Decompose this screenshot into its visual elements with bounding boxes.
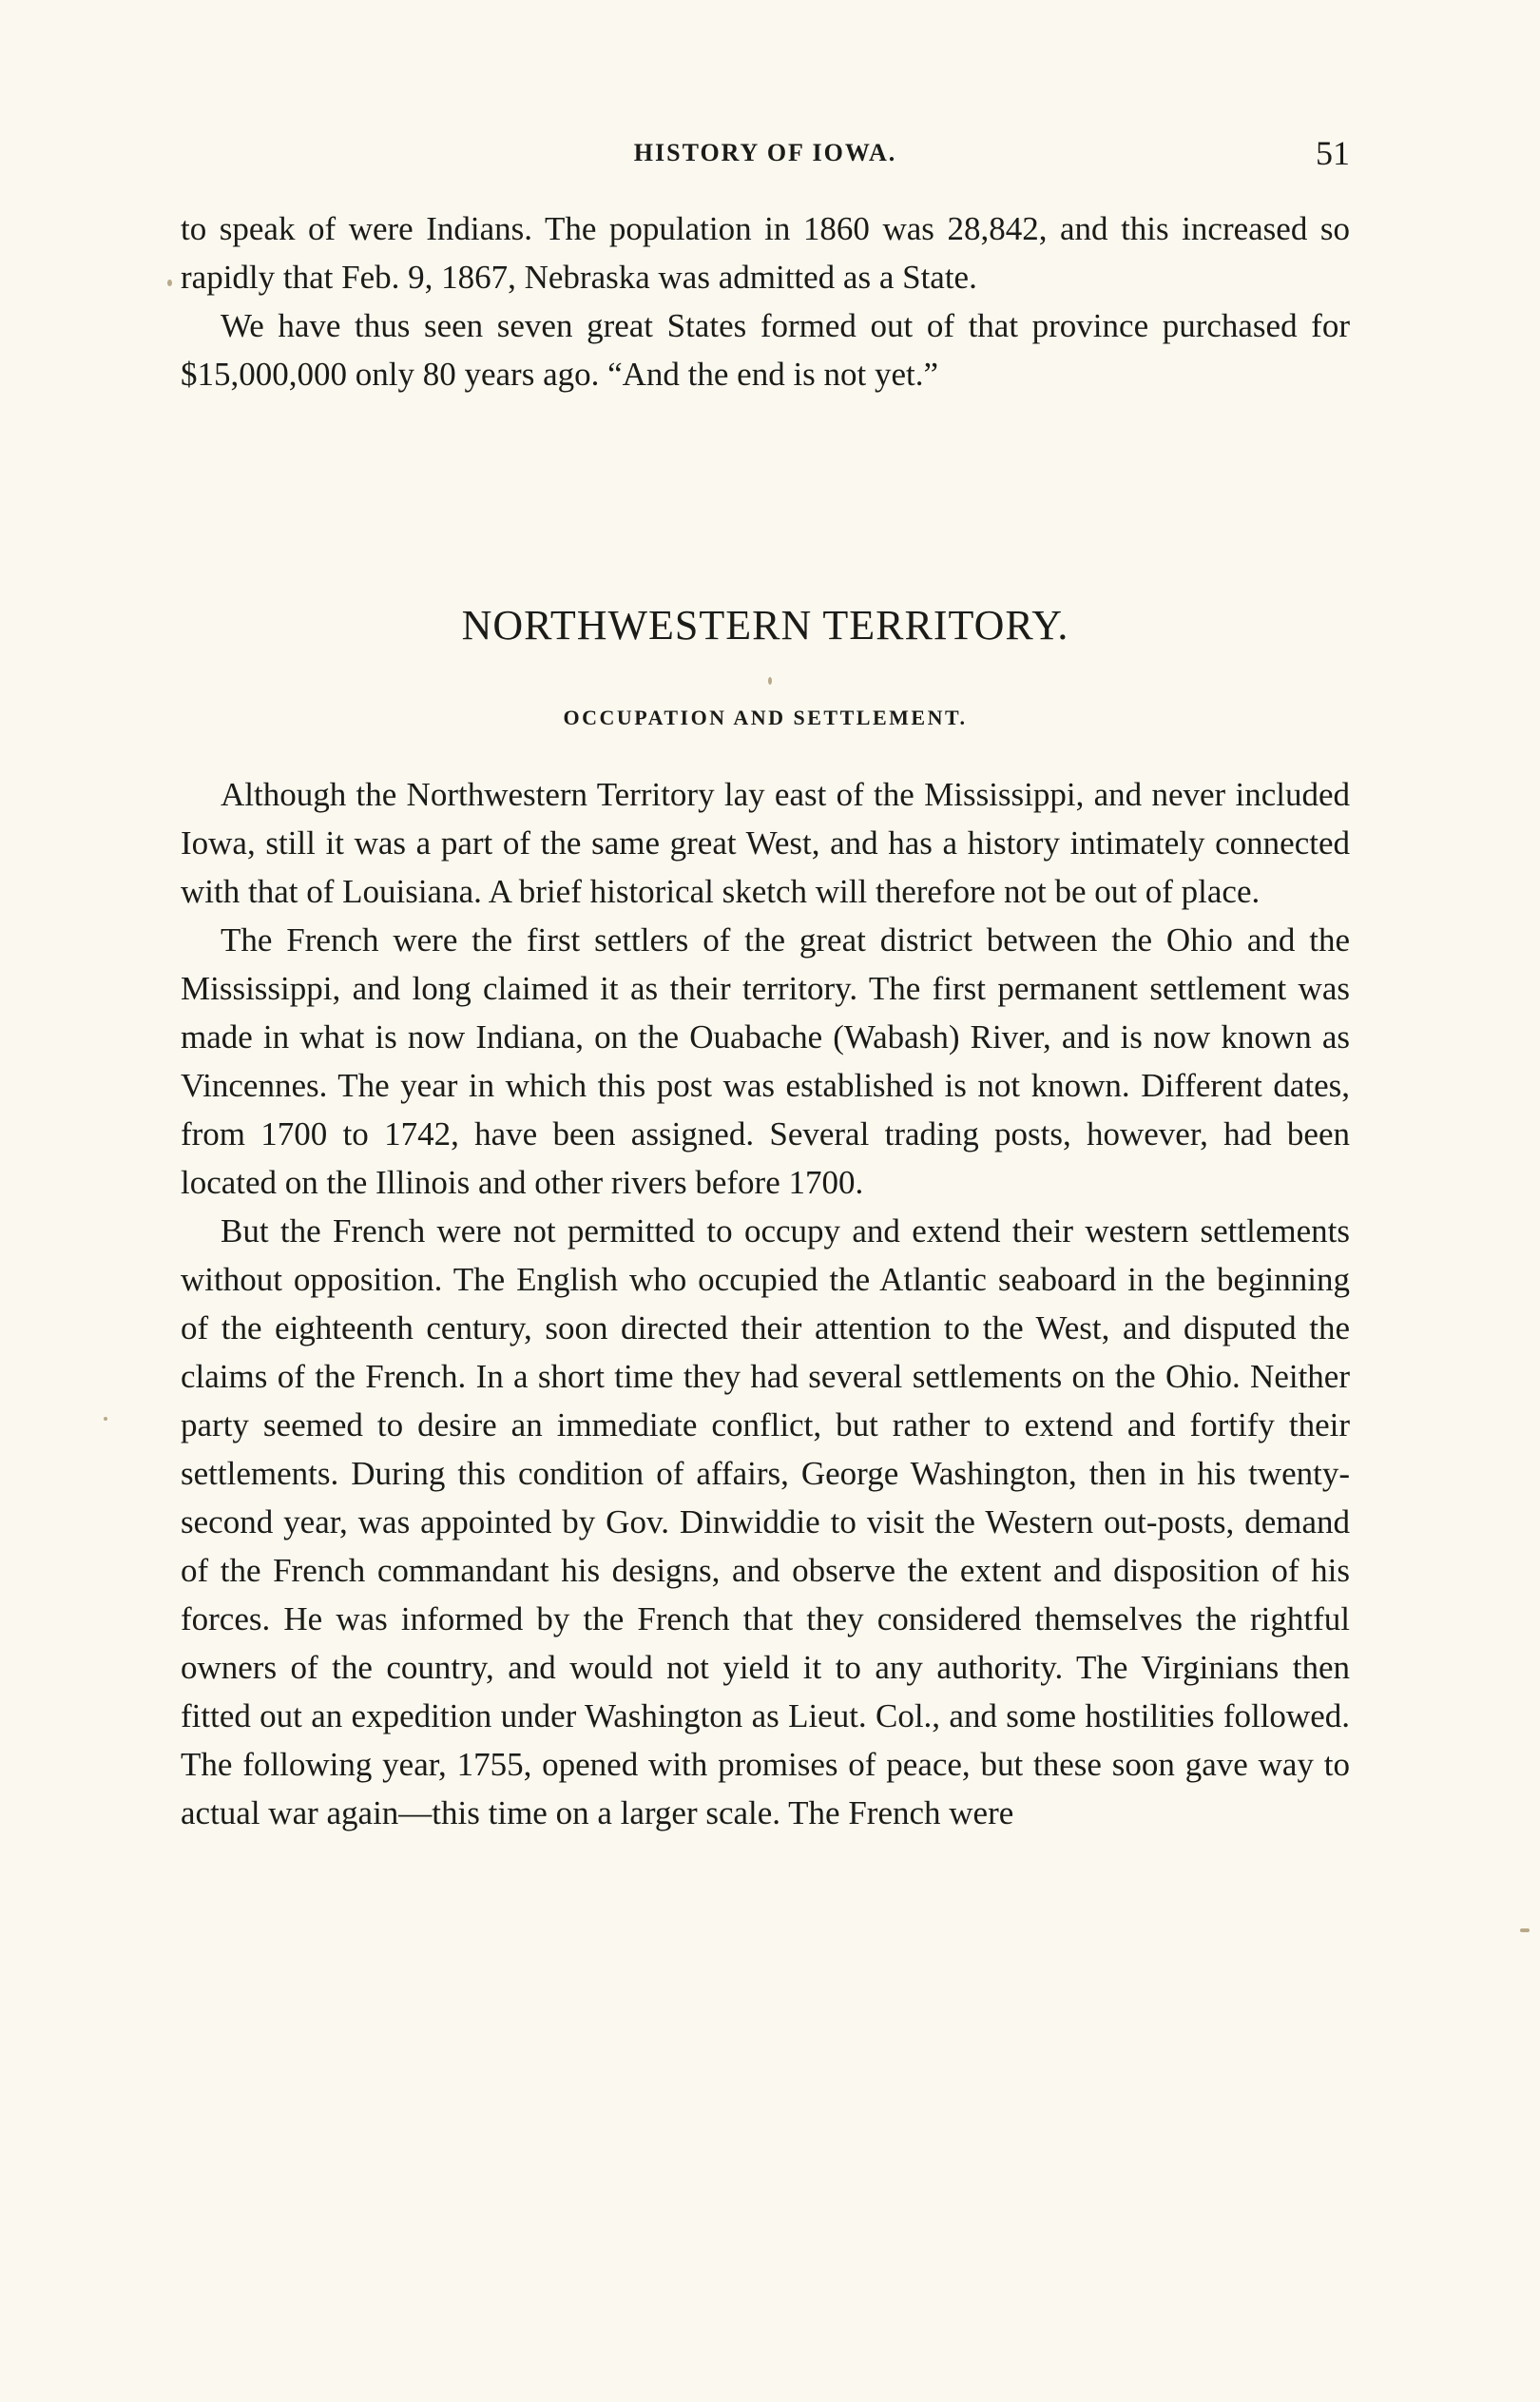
running-title: HISTORY OF IOWA.	[633, 139, 897, 166]
paragraph: But the French were not permitted to occupy and extend their western settlements without opposition. The English who occupied the Atlantic seaboard in the beginning of the eighteenth century, soon directed their attention to the West, and disputed the claims of the French. In a short time they had several settlements on the Ohio. Neither party seemed to desire an immediate conflict, but rather to extend and fortify their settlements. During this condition of affairs, George Washington, then in his twenty-second year, was appointed by Gov. Dinwiddie to visit the Western out-posts, demand of the French commandant his designs, and observe the extent and disposition of his forces. He was informed by the French that they considered themselves the rightful owners of the country, and would not yield it to any authority. The Virginians then fitted out an expedition under Washington as Lieut. Col., and some hostilities followed. The following year, 1755, opened with promises of peace, but these soon gave way to actual war again—this time on a larger scale. The French were	[181, 1212, 1350, 1831]
paragraph: We have thus seen seven great States formed out of that province purchased for $15,000,000 only 80 years ago. “And the end is not yet.”	[181, 307, 1350, 393]
section-body	[181, 770, 1350, 1837]
running-head	[181, 129, 1350, 177]
print-speck	[167, 280, 172, 286]
paragraph: The French were the first settlers of the great district between the Ohio and the Mississippi, and long claimed it as their territory. The first permanent settlement was made in what is now Indiana, on the Ouabache (Wabash) River, and is now known as Vincennes. The year in which this post was established is not known. Different dates, from 1700 to 1742, have been assigned. Several trading posts, however, had been located on the Illinois and other rivers before 1700.	[181, 921, 1350, 1201]
paragraph: to speak of were Indians. The population in 1860 was 28,842, and this increased so rapidly that Feb. 9, 1867, Nebraska was admitted as a State.	[181, 210, 1350, 296]
print-speck	[1520, 1928, 1530, 1932]
section-subtitle: OCCUPATION AND SETTLEMENT.	[563, 706, 968, 729]
opening-text	[181, 204, 1350, 398]
section-title: NORTHWESTERN TERRITORY.	[461, 602, 1069, 649]
page-number: 51	[1316, 134, 1350, 172]
print-speck	[104, 1417, 107, 1421]
print-speck	[768, 677, 772, 685]
paragraph: Although the Northwestern Territory lay east of the Mississippi, and never included Iowa, still it was a part of the same great West, and has a history intimately connected with that of Louisiana. A brief historical sketch will therefore not be out of place.	[181, 776, 1350, 910]
